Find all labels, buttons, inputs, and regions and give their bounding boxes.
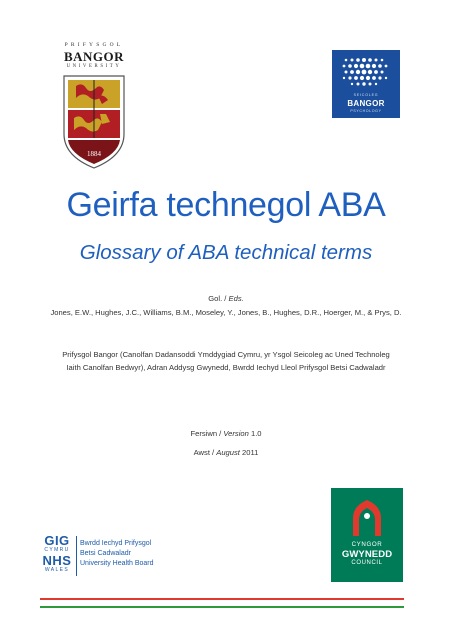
logo-year-text: 1884 (87, 150, 101, 158)
institutions-list: Prifysgol Bangor (Canolfan Dadansoddi Ymddygiad Cymru, yr Ysgol Seicoleg ac Uned Technoleg Iaith Canolfan Bedwyr), Adran Addysg Gwynedd, Bwrdd Iechyd Lleol Prifysgol Betsi Cadwaladr (62, 350, 390, 372)
date-label-english: August (216, 448, 240, 457)
date-label-welsh: Awst / (193, 448, 217, 457)
logo-psychology-text: PSYCHOLOGY (350, 109, 382, 113)
dot-pattern-icon (332, 50, 400, 94)
version-line (0, 428, 452, 441)
document-title: Geirfa technegol ABA (66, 186, 386, 224)
logo-gig-text: GIG (44, 533, 70, 548)
health-board-line3: University Health Board (80, 560, 154, 567)
logo-nhs-text: NHS (42, 553, 72, 568)
version-number: 1.0 (248, 429, 262, 438)
footer-stripe-red (40, 598, 404, 600)
logo-cyngor-text: CYNGOR (351, 541, 383, 548)
gwynedd-council-logo (331, 488, 403, 582)
editors-label-english: Eds. (228, 294, 244, 303)
logo-cymru-text: CYMRU (44, 547, 70, 553)
logo-gwynedd-text: GWYNEDD (341, 549, 393, 560)
editors-label-welsh: Gol. / (208, 294, 229, 303)
logo-divider (76, 536, 77, 576)
betsi-cadwaladr-logo (40, 533, 162, 579)
version-label-english: Version (223, 429, 249, 438)
logo-bangor-psych-text: BANGOR (347, 99, 385, 108)
health-board-line1: Bwrdd Iechyd Prifysgol (80, 540, 152, 547)
date-line (0, 447, 452, 460)
health-board-line2: Betsi Cadwaladr (80, 550, 131, 557)
version-label-welsh: Fersiwn / (190, 429, 224, 438)
logo-bangor-text: BANGOR (63, 49, 125, 64)
gwynedd-emblem-icon (331, 488, 403, 540)
logo-council-text: COUNCIL (351, 560, 383, 566)
logo-wales-text: WALES (44, 567, 70, 573)
logo-university-text: UNIVERSITY (66, 64, 122, 69)
footer-stripe-green (40, 606, 404, 608)
seicoleg-bangor-logo (332, 50, 400, 118)
bangor-university-logo (52, 42, 136, 170)
editors-label (0, 293, 452, 306)
document-subtitle: Glossary of ABA technical terms (79, 241, 373, 264)
logo-seicoleg-text: SEICOLEG (353, 93, 379, 97)
logo-prifysgol-text: PRIFYSGOL (64, 42, 124, 48)
date-year: 2011 (239, 448, 259, 457)
authors-list: Jones, E.W., Hughes, J.C., Williams, B.M., Moseley, Y., Jones, B., Hughes, D.R., Hoerger, M., & Prys, D. (50, 308, 402, 317)
coat-of-arms-icon (62, 74, 126, 170)
gig-nhs-mark (40, 533, 74, 579)
health-board-name (80, 539, 164, 569)
